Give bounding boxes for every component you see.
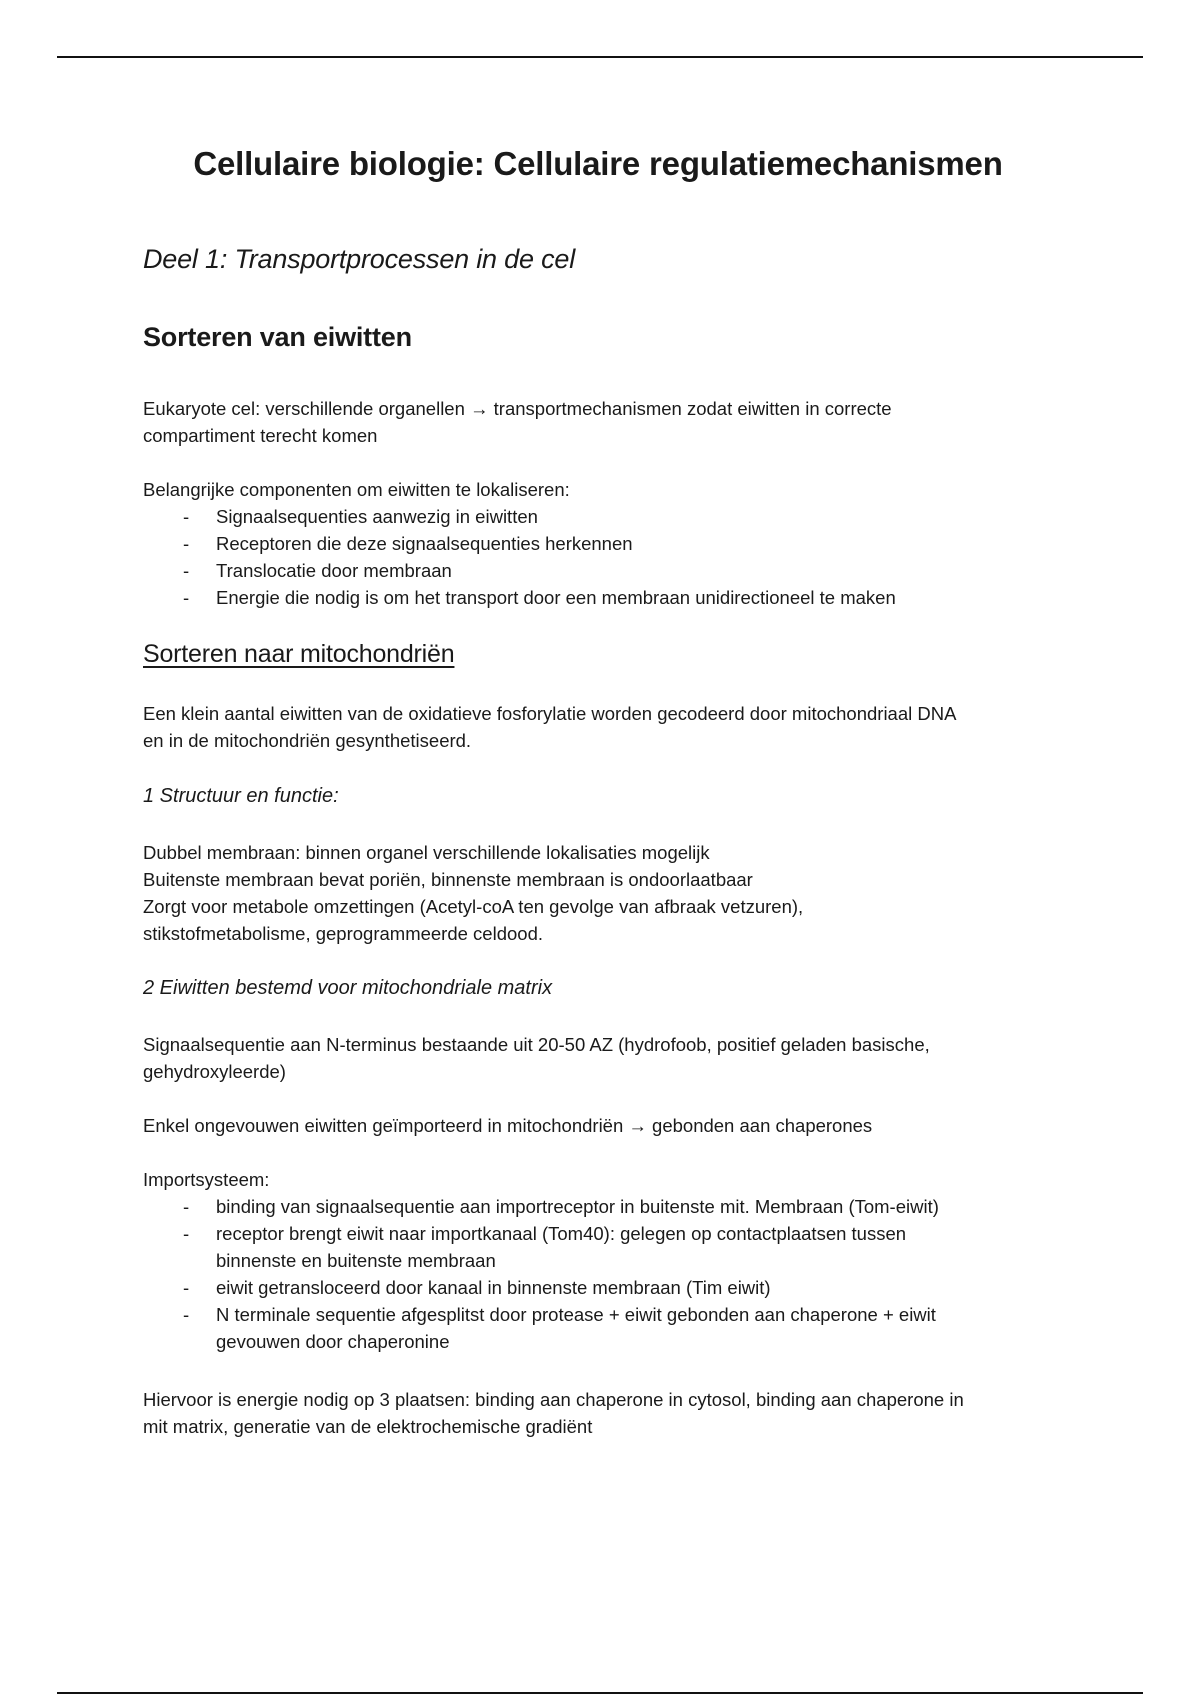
import-steps-list [143,1193,939,1355]
list-item: - receptor brengt eiwit naar importkanaal (Tom40): gelegen op contactplaatsen tussen binnenste en buitenste membraan [143,1220,939,1274]
list-item: - eiwit getransloceerd door kanaal in binnenste membraan (Tim eiwit) [143,1274,939,1301]
text-line: en in de mitochondriën gesynthetiseerd. [143,730,472,751]
text-line: mit matrix, generatie van de elektrochemische gradiënt [143,1416,593,1437]
section-heading-mitochondrien: Sorteren naar mitochondriën [143,640,455,668]
bottom-rule [57,1692,1143,1694]
components-intro [143,476,1063,503]
text-line: stikstofmetabolisme, geprogrammeerde celdood. [143,923,543,944]
text-line: gehydroxyleerde) [143,1061,286,1082]
dash-bullet: - [183,587,190,608]
components-list [143,503,896,611]
structuur-paragraph [143,839,1063,947]
list-item: - Energie die nodig is om het transport door een membraan unidirectioneel te maken [143,584,896,611]
text-line: Een klein aantal eiwitten van de oxidatieve fosforylatie worden gecodeerd door mitochondriaal DNA [143,703,957,724]
list-item: - Translocatie door membraan [143,557,896,584]
text-line: Zorgt voor metabole omzettingen (Acetyl-coA ten gevolge van afbraak vetzuren), [143,896,804,917]
intro-paragraph [143,395,1063,449]
list-item: - N terminale sequentie afgesplitst door protease + eiwit gebonden aan chaperone + eiwit gevouwen door chaperonine [143,1301,939,1355]
text-line: Dubbel membraan: binnen organel verschillende lokalisaties mogelijk [143,842,710,863]
text-line: Signaalsequentie aan N-terminus bestaande uit 20-50 AZ (hydrofoob, positief geladen basische, [143,1034,930,1055]
import-intro [143,1166,1063,1193]
document-title: Cellulaire biologie: Cellulaire regulatiemechanismen [193,145,1003,182]
text-line: Belangrijke componenten om eiwitten te lokaliseren: [143,479,570,500]
text-line: compartiment terecht komen [143,425,378,446]
top-rule [57,56,1143,58]
text-line: Buitenste membraan bevat poriën, binnenste membraan is ondoorlaatbaar [143,869,753,890]
dash-bullet: - [183,1277,190,1298]
list-item: - Receptoren die deze signaalsequenties herkennen [143,530,896,557]
text-line: Importsysteem: [143,1169,270,1190]
signal-paragraph [143,1031,1063,1085]
subheading-matrix: 2 Eiwitten bestemd voor mitochondriale matrix [143,977,553,999]
text-line: Hiervoor is energie nodig op 3 plaatsen: binding aan chaperone in cytosol, binding aan chaperone in [143,1389,964,1410]
part-heading: Deel 1: Transportprocessen in de cel [143,244,576,274]
energy-paragraph [143,1386,1063,1440]
text-line: Eukaryote cel: verschillende organellen → transportmechanismen zodat eiwitten in correcte [143,398,892,419]
list-item: - Signaalsequenties aanwezig in eiwitten [143,503,896,530]
list-item: - binding van signaalsequentie aan importreceptor in buitenste mit. Membraan (Tom-eiwit) [143,1193,939,1220]
dash-bullet: - [183,560,190,581]
unfolded-paragraph [143,1112,1063,1139]
subheading-structuur: 1 Structuur en functie: [143,785,339,807]
dash-bullet: - [183,533,190,554]
dash-bullet: - [183,1196,190,1217]
dash-bullet: - [183,506,190,527]
section-heading-sorteren-eiwitten: Sorteren van eiwitten [143,322,412,352]
mito-intro-paragraph [143,700,1063,754]
dash-bullet: - [183,1304,190,1325]
text-line: Enkel ongevouwen eiwitten geïmporteerd in mitochondriën → gebonden aan chaperones [143,1115,873,1136]
dash-bullet: - [183,1223,190,1244]
